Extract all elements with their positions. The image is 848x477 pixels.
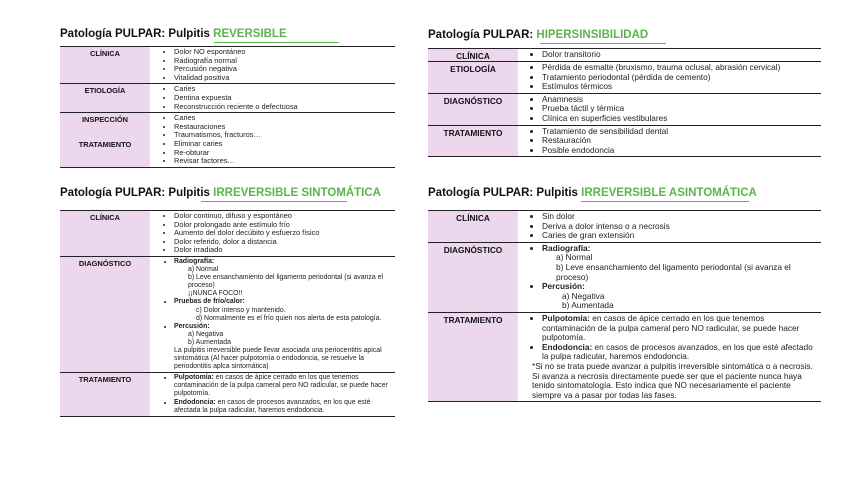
sub-item: a) Normal (188, 266, 219, 274)
info-table (428, 48, 821, 157)
list-item: • Sin dolor (542, 212, 819, 222)
sub-item: c) Dolor intenso y mantenido. (196, 306, 286, 314)
panel-pulpitis-reversible (60, 27, 395, 177)
list-item: • Revisar factores… (174, 157, 393, 166)
percusion-label: Percusión: (174, 322, 210, 330)
panel-title (428, 186, 757, 200)
list-item: • Dolor NO espontáneo (174, 48, 393, 57)
row-label (60, 113, 150, 168)
list-item: • Re-obturar (174, 149, 393, 158)
table-row (428, 242, 821, 312)
sub-item: a) Negativa (188, 330, 224, 338)
row-content (518, 125, 821, 157)
table-row (60, 84, 395, 113)
list-item: • Radiografía normal (174, 57, 393, 66)
list-item: • Restauraciones (174, 123, 393, 132)
row-content (150, 113, 395, 168)
list-item: • Caries (174, 85, 393, 94)
table-row (60, 113, 395, 168)
list-item (174, 258, 393, 298)
list-item: • Eliminar caries (174, 140, 393, 149)
row-content (150, 211, 395, 257)
list-item (542, 244, 819, 282)
title-highlight: IRREVERSIBLE ASINTOMÁTICA (581, 187, 757, 199)
pulpotomia-text: en casos de ápice cerrado en los que tenemos contaminación de la pulpa cameral pero NO radicular, se puede hacer pulpotomía. (542, 312, 800, 343)
list-item: • Pérdida de esmalte (bruxismo, trauma oclusal, abrasión cervical) (542, 63, 819, 73)
row-label: DIAGNÓSTICO (428, 93, 518, 125)
radiografia-label: Radiografía: (542, 242, 591, 253)
list-item: • Dentina expuesta (174, 94, 393, 103)
title-underline (214, 42, 339, 43)
list-item (174, 399, 393, 415)
list-item: • Vitalidad positiva (174, 74, 393, 83)
row-label: DIAGNÓSTICO (428, 242, 518, 312)
row-content (150, 84, 395, 113)
table-row (428, 62, 821, 94)
list-item: • Prueba táctil y térmica (542, 104, 819, 114)
endodoncia-text: en casos de procesos avanzados, en los que esté afectado la pulpa radicular, haremos endodoncia. (542, 341, 813, 362)
table-row (428, 93, 821, 125)
list-item (174, 374, 393, 398)
list-item: • Percusión negativa (174, 65, 393, 74)
pulpotomia-text: en casos de ápice cerrado en los que tenemos contaminación de la pulpa cameral pero NO radicular, se puede hacer pulpotomía. (174, 374, 388, 398)
title-prefix: Patología PULPAR: Pulpitis (60, 187, 214, 199)
table-row (428, 125, 821, 157)
endodoncia-text: en casos de procesos avanzados, en los que esté afectada la pulpa radicular, haremos endodoncia. (174, 398, 371, 414)
pulpotomia-label: Pulpotomía: (542, 312, 590, 323)
info-table (428, 210, 821, 402)
table-row (428, 312, 821, 401)
table-row (60, 47, 395, 84)
row-content (518, 312, 821, 401)
list-item: • Tratamiento de sensibilidad dental (542, 127, 819, 137)
table-row (60, 373, 395, 416)
list-item: • Tratamiento periodontal (pérdida de cemento) (542, 73, 819, 83)
title-prefix: Patología PULPAR: Pulpitis (428, 187, 582, 199)
row-label: TRATAMIENTO (60, 373, 150, 416)
list-item: • Traumatismos, fracturos… (174, 131, 393, 140)
row-label: DIAGNÓSTICO (60, 256, 150, 372)
sub-item: d) Normalmente es el frío quien nos alerta de esta patología. (196, 314, 382, 322)
table-row (428, 211, 821, 243)
list-item (542, 343, 819, 362)
list-item: • Aumento del dolor decúbito y esfuerzo físico (174, 229, 393, 238)
table-row (60, 211, 395, 257)
info-table (60, 210, 395, 417)
sub-item: a) Negativa (562, 290, 605, 301)
panel-title (60, 186, 381, 200)
list-item: • Dolor irradiado (174, 246, 393, 255)
list-item: • Dolor continuo, difuso y espontáneo (174, 212, 393, 221)
row-label: CLÍNICA (60, 211, 150, 257)
info-table (60, 46, 395, 168)
list-item: • Dolor prolongado ante estímulo frío (174, 221, 393, 230)
sub-item: a) Normal (556, 252, 593, 263)
row-label: CLÍNICA (60, 47, 150, 84)
table-row (428, 49, 821, 62)
panel-irreversible-asintomatica (428, 186, 821, 446)
row-content (518, 242, 821, 312)
row-content (518, 49, 821, 62)
row-label: ETIOLOGÍA (60, 84, 150, 113)
title-underline (540, 43, 666, 44)
list-item: • Dolor transitorio (542, 50, 819, 60)
row-content (150, 47, 395, 84)
sub-item: b) Leve ensanchamiento del ligamento periodontal (si avanza el proceso) (556, 261, 791, 282)
row-label-inspeccion: INSPECCIÓN (82, 115, 128, 125)
percusion-note: La pulpitis irreversible puede llevar asociada una periocentitis apical sintomática (Al hacer pulpotomía o endodoncia, se resuelve la periodontitis aplca sintomática) (174, 347, 382, 371)
list-item: • Estímulos térmicos (542, 82, 819, 92)
row-label: CLÍNICA (428, 49, 518, 62)
list-item: • Reconstrucción reciente o defectuosa (174, 103, 393, 112)
sub-item: b) Leve ensanchamiento del ligamento periodontal (si avanza el proceso) (188, 274, 383, 290)
list-item (174, 323, 393, 372)
row-label-tratamiento: TRATAMIENTO (78, 140, 132, 150)
title-highlight: IRREVERSIBLE SINTOMÁTICA (213, 187, 381, 199)
endodoncia-label: Endodoncia: (174, 398, 216, 406)
row-content (150, 256, 395, 372)
list-item: • Posible endodoncia (542, 146, 819, 156)
list-item (542, 282, 819, 311)
list-item: • Caries de gran extensión (542, 231, 819, 241)
list-item: • Dolor referido, dolor a distancia (174, 238, 393, 247)
list-item: • Anamnesis (542, 95, 819, 105)
row-content (150, 373, 395, 416)
frio-calor-label: Pruebas de frío/calor: (174, 298, 245, 306)
list-item: • Caries (174, 114, 393, 123)
list-item (542, 314, 819, 343)
endodoncia-label: Endodoncia: (542, 341, 593, 352)
title-underline (201, 201, 347, 202)
title-highlight: HIPERSINSIBILIDAD (536, 29, 649, 41)
row-content (518, 93, 821, 125)
row-label: TRATAMIENTO (428, 312, 518, 401)
percusion-label: Percusión: (542, 281, 585, 292)
title-prefix: Patología PULPAR: Pulpitis (60, 28, 214, 40)
sub-item: b) Aumentada (562, 300, 614, 311)
sub-item: b) Aumentada (188, 338, 231, 346)
row-content (518, 211, 821, 243)
title-underline (581, 201, 749, 202)
title-highlight: REVERSIBLE (213, 28, 287, 40)
panel-title (428, 28, 648, 42)
title-prefix: Patología PULPAR: (428, 29, 537, 41)
radiografia-label: Radiografía: (174, 257, 215, 265)
note-text: *Si no se trata puede avanzar a pulpitis irreversible sintomática o a necrosis. Si avanza a necrosis directamente puede ser que el paciente nunca haya tenido sintomatología. Esto indica que NO necesariamente el paciente siempre va a pasar por todas las fases. (532, 360, 813, 400)
list-item: • Restauración (542, 136, 819, 146)
row-label: TRATAMIENTO (428, 125, 518, 157)
table-row (60, 256, 395, 372)
nunca-foco: ¡¡NUNCA FOCO!! (188, 290, 243, 298)
row-label: ETIOLOGÍA (428, 62, 518, 94)
row-content (518, 62, 821, 94)
panel-hipersensibilidad (428, 28, 821, 178)
list-item (174, 298, 393, 322)
pulpotomia-label: Pulpotomía: (174, 374, 214, 382)
panel-irreversible-sintomatica (60, 186, 395, 470)
list-item: • Deriva a dolor intenso o a necrosis (542, 222, 819, 232)
panel-title (60, 27, 287, 41)
list-item: • Clínica en superficies vestibulares (542, 114, 819, 124)
row-label: CLÍNICA (428, 211, 518, 243)
